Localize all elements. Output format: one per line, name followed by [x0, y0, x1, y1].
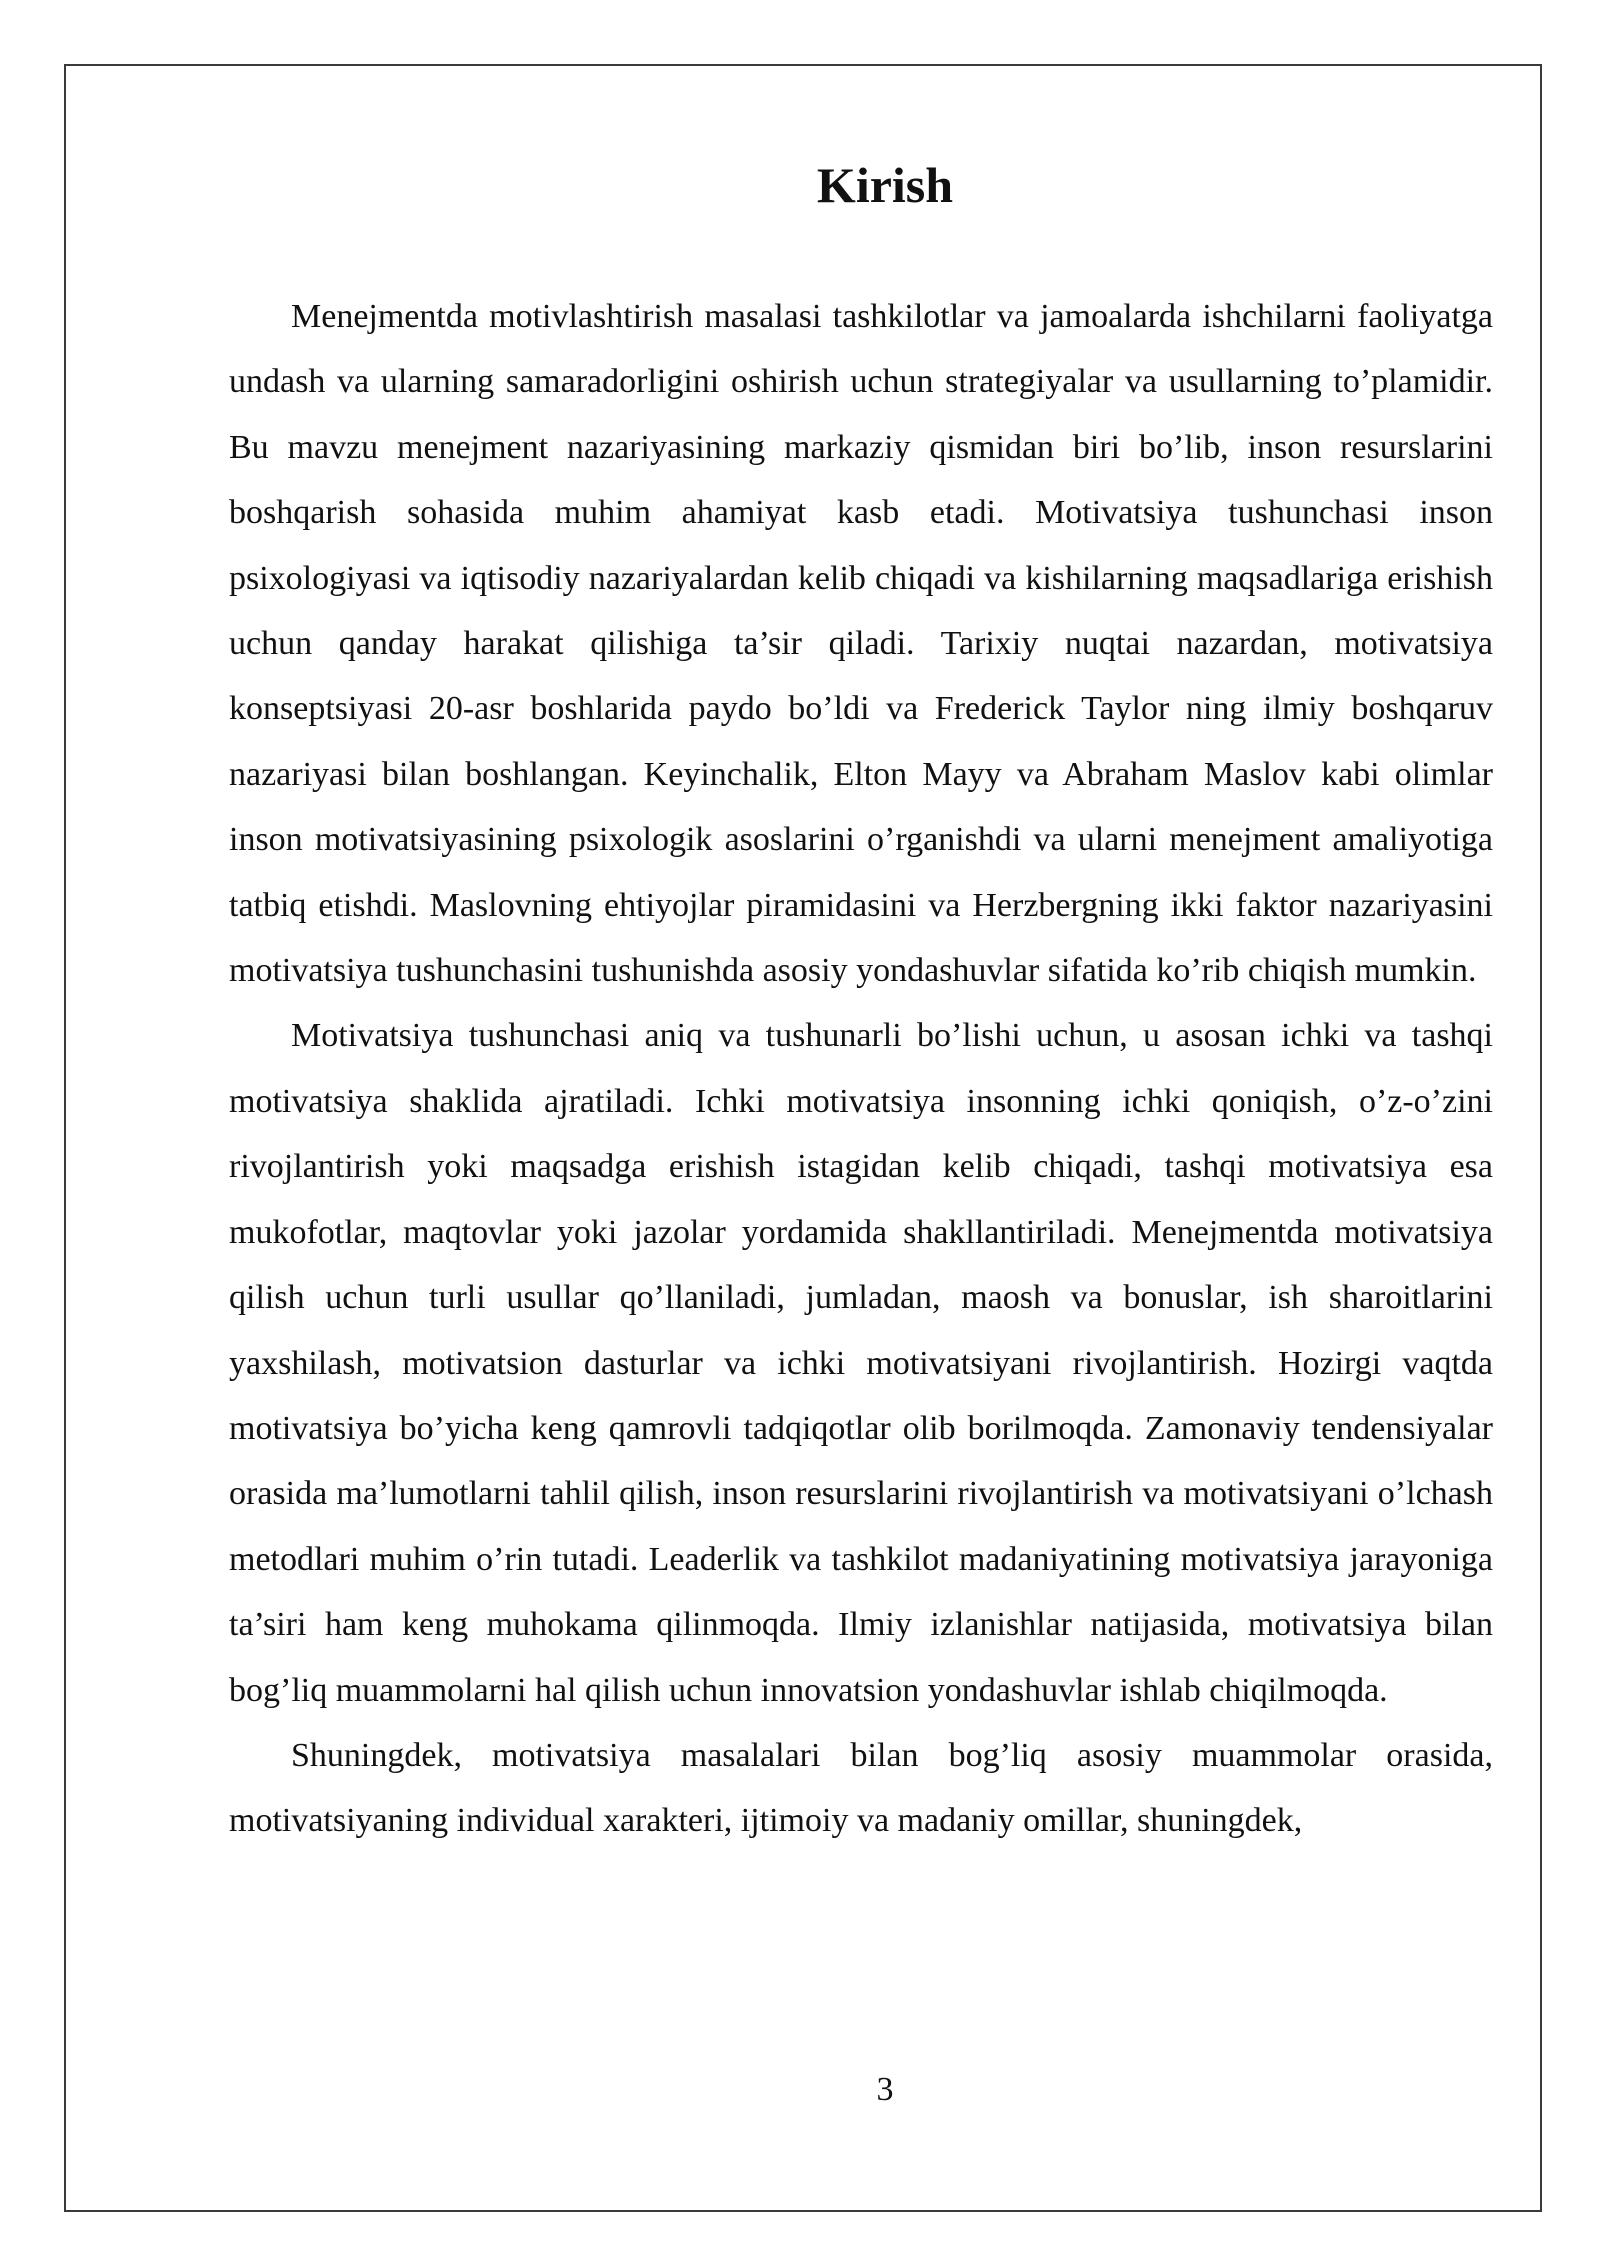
page-number: 3	[876, 2071, 894, 2108]
paragraph-3: Shuningdek, motivatsiya masalalari bilan bog’liq asosiy muammolar orasida, motivatsiyaning individual xarakteri, ijtimoiy va madaniy omillar, shuningdek,	[229, 1736, 1493, 1840]
paragraph-2: Motivatsiya tushunchasi aniq va tushunarli bo’lishi uchun, u asosan ichki va tashqi motivatsiya shaklida ajratiladi. Ichki motivatsiya insonning ichki qoniqish, o’z-o’zini rivojlantirish yoki maqsadga erishish istagidan kelib chiqadi, tashqi motivatsiya esa mukofotlar, maqtovlar yoki jazolar yordamida shakllantiriladi. Menejmentda motivatsiya qilish uchun turli usullar qo’llaniladi, jumladan, maosh va bonuslar, ish sharoitlarini yaxshilash, motivatsion dasturlar va ichki motivatsiyani rivojlantirish. Hozirgi vaqtda motivatsiya bo’yicha keng qamrovli tadqiqotlar olib borilmoqda. Zamonaviy tendensiyalar orasida ma’lumotlarni tahlil qilish, inson resurslarini rivojlantirish va motivatsiyani o’lchash metodlari muhim o’rin tutadi. Leaderlik va tashkilot madaniyatining motivatsiya jarayoniga ta’siri ham keng muhokama qilinmoqda. Ilmiy izlanishlar natijasida, motivatsiya bilan bog’liq muammolarni hal qilish uchun innovatsion yondashuvlar ishlab chiqilmoqda.	[229, 1017, 1493, 1709]
body-text	[229, 284, 1493, 1854]
paragraph-1: Menejmentda motivlashtirish masalasi tashkilotlar va jamoalarda ishchilarni faoliyatga undash va ularning samaradorligini oshirish uchun strategiyalar va usullarning to’plamidir. Bu mavzu menejment nazariyasining markaziy qismidan biri bo’lib, inson resurslarini boshqarish sohasida muhim ahamiyat kasb etadi. Motivatsiya tushunchasi inson psixologiyasi va iqtisodiy nazariyalardan kelib chiqadi va kishilarning maqsadlariga erishish uchun qanday harakat qilishiga ta’sir qiladi. Tarixiy nuqtai nazardan, motivatsiya konseptsiyasi 20-asr boshlarida paydo bo’ldi va Frederick Taylor ning ilmiy boshqaruv nazariyasi bilan boshlangan. Keyinchalik, Elton Mayy va Abraham Maslov kabi olimlar inson motivatsiyasining psixologik asoslarini o’rganishdi va ularni menejment amaliyotiga tatbiq etishdi. Maslovning ehtiyojlar piramidasini va Herzbergning ikki faktor nazariyasini motivatsiya tushunchasini tushunishda asosiy yondashuvlar sifatida ko’rib chiqish mumkin.	[229, 298, 1493, 990]
page-title: Kirish	[816, 157, 954, 213]
